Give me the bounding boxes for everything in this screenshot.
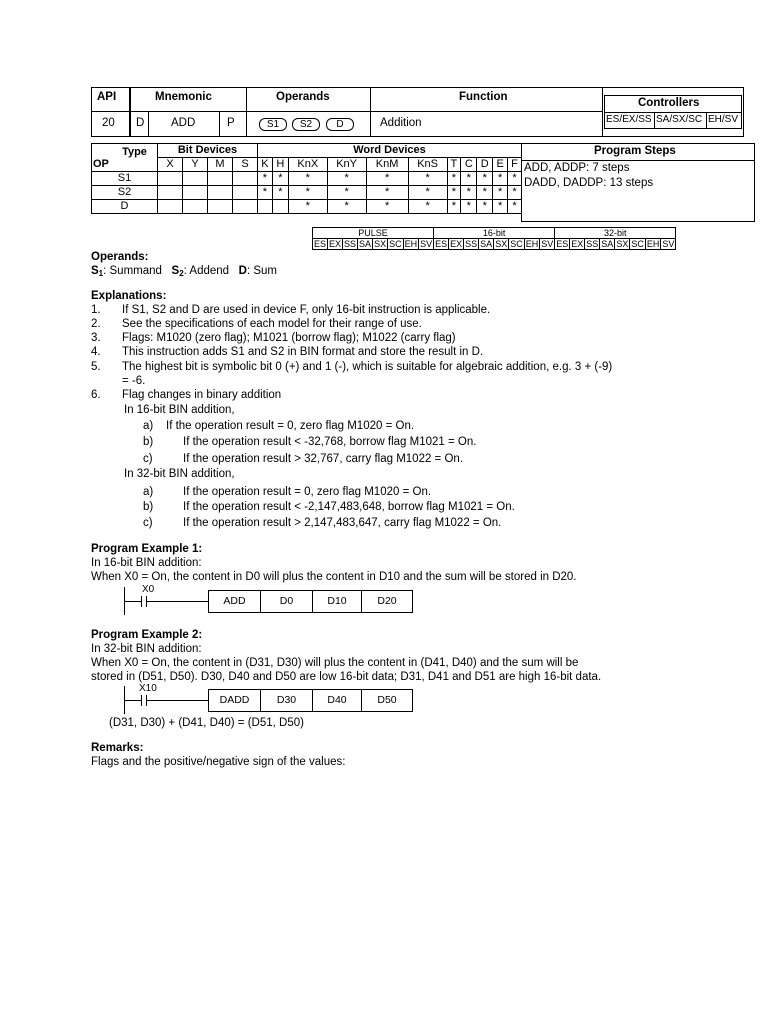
operands-line: $S_1$: Summand $S_2$: Addend D: Sum [91,265,278,278]
bin32-item-a: If the operation result = 0, zero flag M1020 = On. [183,486,432,498]
word-device-cell: * [288,200,327,214]
api-label: API [97,91,117,103]
operand-box: D10 [312,590,362,613]
explanation-item-5-cont: = -6. [122,375,146,387]
word-device-cell: * [258,186,273,200]
example1-line1: In 16-bit BIN addition: [91,557,202,569]
word-device-cell: * [461,186,477,200]
model-cell: EH [404,239,418,249]
function-label: Function [459,91,508,103]
operand-box: D20 [361,590,413,613]
word-device-cell: * [408,172,447,186]
model-cell: SA [480,239,493,249]
operand-box: D0 [260,590,313,613]
example2-formula: (D31, D30) + (D41, D40) = (D51, D50) [109,717,304,729]
bit-devices-header: Bit Devices [158,144,258,158]
bit-device-cell [158,172,183,186]
bit-device-cell [233,172,258,186]
word-device-cell: * [508,200,522,214]
bit-device-cell [183,186,208,200]
model-cell: SC [389,239,402,249]
operand-label: S1 [92,172,158,186]
word-device-cell: * [508,172,522,186]
word-device-cell: * [366,172,408,186]
word-device-cell: * [408,186,447,200]
word-device-cell: * [461,172,477,186]
device-row [92,200,522,214]
word-device-cell [272,200,288,214]
model-cell: EX [329,239,342,249]
instruction-box: ADD [208,590,261,613]
bin32-item-b: If the operation result < -2,147,483,648, borrow flag M1021 = On. [183,501,515,513]
word-device-cell: * [447,200,461,214]
remarks-heading: Remarks: [91,742,144,754]
explanations-heading: Explanations: [91,290,167,302]
bit-device-cell [158,200,183,214]
sub-item-letter: a) [143,420,154,432]
example2-line1: In 32-bit BIN addition: [91,643,202,655]
pulse-group: PULSE [313,228,434,239]
bit-device-cell [208,172,233,186]
bin16-item-a: If the operation result = 0, zero flag M1020 = On. [166,420,415,432]
program-steps-32: DADD, DADDP: 13 steps [524,177,654,189]
word-device-cell: * [258,172,273,186]
example1-heading: Program Example 1: [91,543,203,555]
word-device-cell: * [447,172,461,186]
model-cell: SX [616,239,629,249]
controller-sa-sx-sc: SA/SX/SC [656,114,703,125]
operands-label: Operands [276,91,330,103]
word-device-cell: * [366,200,408,214]
pulse-table [312,227,676,250]
word-device-cell: * [272,186,288,200]
model-cell: ES [556,239,569,249]
contact-label: X10 [139,683,157,694]
word-device-cell: * [477,172,493,186]
word-device-cell: * [288,172,327,186]
sub-item-letter: c) [143,517,153,529]
mnemonic-value: ADD [171,117,196,129]
word-devices-header: Word Devices [258,144,522,158]
bin32-heading: In 32-bit BIN addition, [124,468,235,480]
bit-device-cell [233,200,258,214]
model-cell: SV [420,239,433,249]
example1-line2: When X0 = On, the content in D0 will plus the content in D10 and the sum will be stored in D20. [91,571,577,583]
model-cell: SS [344,239,357,249]
bit-device-cell [208,200,233,214]
contact-label: X0 [142,584,155,595]
model-cell: SA [359,239,372,249]
operand-s1-oval: S1 [259,118,287,131]
bit32-group: 32-bit [555,228,676,239]
item-number: 3. [91,332,101,344]
item-number: 5. [91,361,101,373]
explanation-item-2: See the specifications of each model for their range of use. [122,318,422,330]
p-suffix: P [227,117,235,129]
model-cell: SV [541,239,554,249]
word-device-cell: * [461,200,477,214]
word-device-cell: * [408,200,447,214]
bit-device-cell [233,186,258,200]
model-cell: SV [662,239,675,249]
model-cell: ES [435,239,448,249]
explanation-item-4: This instruction adds S1 and S2 in BIN format and store the result in D. [122,346,484,358]
word-device-cell: * [477,186,493,200]
program-steps-header: Program Steps [594,145,676,157]
model-cell: SX [495,239,508,249]
sub-item-letter: c) [143,453,153,465]
program-steps-16: ADD, ADDP: 7 steps [524,162,630,174]
word-device-cell: * [272,172,288,186]
sub-item-letter: b) [143,436,154,448]
word-device-cell: * [327,200,366,214]
operand-s2-oval: S2 [292,118,320,131]
word-device-cell: * [477,200,493,214]
operand-box: D40 [312,689,362,712]
bin16-item-c: If the operation result > 32,767, carry flag M1022 = On. [183,453,463,465]
device-row [92,186,522,200]
bin16-heading: In 16-bit BIN addition, [124,404,235,416]
controller-es-ex-ss: ES/EX/SS [606,114,652,125]
operand-d-oval: D [326,118,354,131]
operands-heading: Operands: [91,251,149,263]
contact-symbol [141,596,142,607]
api-value: 20 [102,117,115,129]
controller-eh-sv: EH/SV [708,114,739,125]
model-cell: SA [601,239,614,249]
bit-device-cell [183,200,208,214]
operand-label: S2 [92,186,158,200]
function-value: Addition [380,117,422,129]
model-cell: EH [646,239,660,249]
explanation-item-3: Flags: M1020 (zero flag); M1021 (borrow flag); M1022 (carry flag) [122,332,456,344]
word-device-cell: * [493,186,508,200]
devices-table [91,143,522,214]
bit-device-cell [158,186,183,200]
model-cell: ES [314,239,327,249]
word-device-cell: * [288,186,327,200]
explanation-item-1: If S1, S2 and D are used in device F, only 16-bit instruction is applicable. [122,304,491,316]
explanation-item-6: Flag changes in binary addition [122,389,282,401]
model-cell: SC [510,239,523,249]
d-prefix: D [136,117,145,129]
remarks-line: Flags and the positive/negative sign of the values: [91,756,346,768]
word-device-cell: * [327,186,366,200]
word-device-cell: * [493,200,508,214]
item-number: 1. [91,304,101,316]
contact-symbol [141,695,142,706]
type-op-cell: Type OP [92,144,158,172]
item-number: 4. [91,346,101,358]
instruction-box: DADD [208,689,261,712]
bit-device-cell [183,172,208,186]
operand-label: D [92,200,158,214]
operand-box: D50 [361,689,413,712]
example2-heading: Program Example 2: [91,629,203,641]
bit16-group: 16-bit [434,228,555,239]
pulse-models-row [313,239,676,250]
mnemonic-label: Mnemonic [155,91,212,103]
model-cell: EX [571,239,584,249]
model-cell: EX [450,239,463,249]
item-number: 2. [91,318,101,330]
model-cell: SS [465,239,478,249]
word-device-cell: * [447,186,461,200]
controllers-label: Controllers [638,97,700,109]
word-device-cell [258,200,273,214]
model-cell: EH [525,239,539,249]
word-device-cell: * [508,186,522,200]
model-cell: SX [374,239,387,249]
item-number: 6. [91,389,101,401]
word-device-cell: * [327,172,366,186]
example2-line3: stored in (D51, D50). D30, D40 and D50 are low 16-bit data; D31, D41 and D51 are high 16-bit data. [91,671,602,683]
model-cell: SC [631,239,644,249]
model-cell: SS [586,239,599,249]
word-device-cell: * [366,186,408,200]
operand-box: D30 [260,689,313,712]
device-row [92,172,522,186]
bin16-item-b: If the operation result < -32,768, borrow flag M1021 = On. [183,436,477,448]
sub-item-letter: a) [143,486,154,498]
bin32-item-c: If the operation result > 2,147,483,647, carry flag M1022 = On. [183,517,502,529]
example2-line2: When X0 = On, the content in (D31, D30) will plus the content in (D41, D40) and the sum will be [91,657,579,669]
sub-item-letter: b) [143,501,154,513]
bit-device-cell [208,186,233,200]
device-columns-row: X Y M S K H KnX KnY KnM KnS T C D E F [92,158,522,172]
word-device-cell: * [493,172,508,186]
explanation-item-5: The highest bit is symbolic bit 0 (+) and 1 (-), which is suitable for algebraic addition, e.g. 3 + (-9) [122,361,613,373]
